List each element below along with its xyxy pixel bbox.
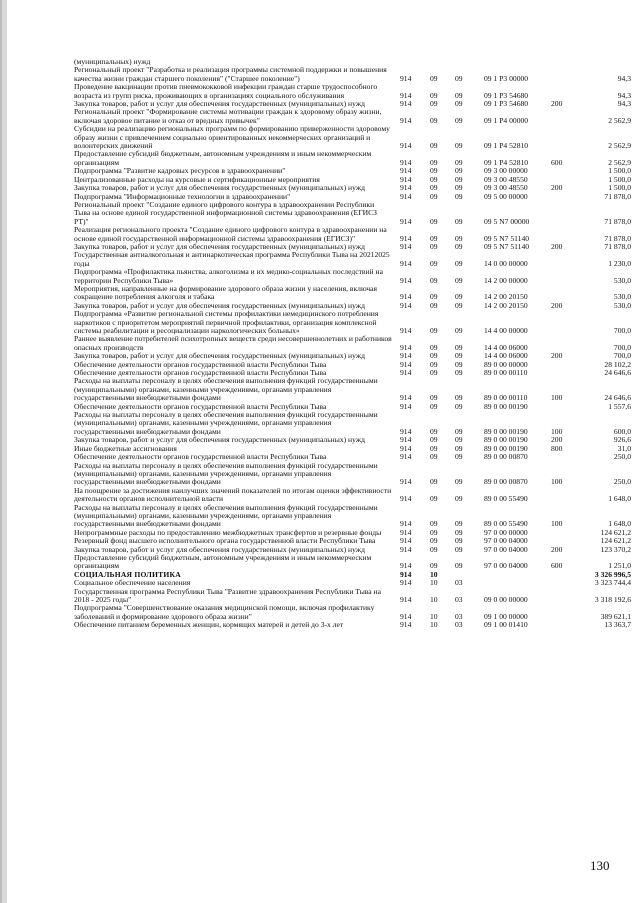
subsection-code: 03	[455, 595, 463, 604]
target-article-code: 89 0 00 00190	[484, 435, 528, 445]
expense-type-code: 200	[551, 351, 563, 361]
expense-type-code: 200	[551, 300, 563, 310]
amount: 600,0	[613, 426, 631, 436]
section-code: 09	[430, 393, 438, 403]
amount: 94,3	[617, 73, 631, 83]
ministry-code: 914	[400, 595, 412, 604]
target-article-code: 89 0 00 00110	[484, 368, 528, 378]
section-code: 09	[430, 166, 438, 176]
section-code: 10	[430, 620, 438, 630]
row-name: Расходы на выплаты персоналу в целях обеспечения выполнения функций государственными (муниципальными) органами, казенными учреждениями, органами управления государственными внебюджетными фондами	[74, 460, 378, 487]
subsection-code: 09	[455, 561, 463, 571]
table-row	[74, 268, 634, 285]
section-code: 09	[430, 115, 438, 125]
amount: 1 648,0	[608, 494, 631, 504]
section-code: 09	[430, 90, 438, 100]
ministry-code: 914	[400, 620, 412, 630]
subsection-code: 09	[455, 326, 463, 335]
section-code: 09	[430, 401, 438, 411]
target-article-code: 09 1 P3 00000	[484, 73, 529, 83]
target-article-code: 09 1 P4 00000	[484, 115, 529, 125]
ministry-code: 914	[400, 99, 412, 109]
row-name: Субсидии на реализацию региональных программ по формированию приверженности здоровому образу жизни с привлечением социально ориентированных некоммерческих организаций и волонтерских движений	[74, 124, 390, 151]
section-code: 09	[430, 435, 438, 445]
ministry-code: 914	[400, 300, 412, 310]
target-article-code: 09 1 P3 54680	[484, 90, 529, 100]
target-article-code: 14 2 00 00000	[484, 275, 528, 285]
row-name: Обеспечение деятельности органов государственной власти Республики Тыва	[74, 452, 327, 462]
target-article-code: 14 2 00 20150	[484, 300, 528, 310]
table-row	[74, 377, 634, 402]
amount: 2 562,9	[608, 115, 631, 125]
row-name: Резервный фонд высшего исполнительного органа государственной власти Республики Тыва	[74, 536, 376, 546]
table-row	[74, 150, 634, 167]
subsection-code: 09	[455, 443, 463, 453]
ministry-code: 914	[400, 435, 412, 445]
amount: 28 102,2	[604, 359, 631, 369]
ministry-code: 914	[400, 326, 412, 335]
subsection-code: 09	[455, 300, 463, 310]
target-article-code: 09 3 00 48550	[484, 174, 528, 184]
target-article-code: 14 4 00 00000	[484, 326, 528, 335]
target-article-code: 09 1 00 01410	[484, 620, 528, 630]
target-article-code: 09 5 N7 00000	[484, 216, 530, 226]
amount: 1 648,0	[608, 519, 631, 529]
table-row	[74, 201, 634, 226]
section-code: 09	[430, 216, 438, 226]
ministry-code: 914	[400, 578, 412, 588]
amount: 94,3	[617, 99, 631, 109]
subsection-code: 09	[455, 258, 463, 268]
expense-type-code: 200	[551, 183, 563, 193]
table-row	[74, 83, 634, 100]
ministry-code: 914	[400, 233, 412, 243]
amount: 24 646,6	[604, 368, 631, 378]
row-name: Подпрограмма «Профилактика пьянства, алкоголизма и их медико-социальных последствий на территории Республики Тыва»	[74, 267, 383, 285]
subsection-code: 09	[455, 191, 463, 201]
subsection-code: 09	[455, 275, 463, 285]
expense-type-code: 600	[551, 561, 563, 571]
section-code: 09	[430, 174, 438, 184]
ministry-code: 914	[400, 351, 412, 361]
table-row	[74, 226, 634, 243]
ministry-code: 914	[400, 216, 412, 226]
subsection-code: 09	[455, 426, 463, 436]
section-code: 09	[430, 519, 438, 529]
expense-type-code: 100	[551, 426, 563, 436]
row-codes	[74, 621, 634, 629]
ministry-code: 914	[400, 191, 412, 201]
ministry-code: 914	[400, 141, 412, 151]
section-code: 09	[430, 233, 438, 243]
row-name: Закупка товаров, работ и услуг для обеспечения государственных (муниципальных) нужд	[74, 99, 365, 109]
section-code: 09	[430, 157, 438, 167]
target-article-code: 97 0 00 04000	[484, 544, 528, 554]
amount: 1 230,0	[608, 258, 631, 268]
target-article-code: 97 0 00 00000	[484, 527, 528, 537]
section-code: 09	[430, 443, 438, 453]
target-article-code: 09 1 P4 52810	[484, 157, 529, 167]
amount: 926,6	[613, 435, 631, 445]
target-article-code: 89 0 00 00870	[484, 452, 528, 462]
target-article-code: 89 0 00 00190	[484, 426, 528, 436]
subsection-code: 09	[455, 99, 463, 109]
ministry-code: 914	[400, 477, 412, 487]
target-article-code: 89 0 00 55490	[484, 494, 528, 504]
amount: 31,0	[617, 443, 631, 453]
amount: 1 500,0	[608, 174, 631, 184]
row-name: Региональный проект "Создание единого цифрового контура в здравоохранении Республики Тыва на основе единой государственной информационной системы здравоохранения (ЕГИСЗ РТ)"	[74, 199, 377, 226]
section-code: 09	[430, 561, 438, 571]
amount: 13 363,7	[604, 620, 631, 630]
amount: 530,0	[613, 300, 631, 310]
amount: 1 500,0	[608, 166, 631, 176]
row-name: Закупка товаров, работ и услуг для обеспечения государственных (муниципальных) нужд	[74, 241, 365, 251]
section-code: 09	[430, 183, 438, 193]
amount: 250,0	[613, 452, 631, 462]
subsection-code: 09	[455, 359, 463, 369]
target-article-code: 09 3 00 00000	[484, 166, 528, 176]
ministry-code: 914	[400, 292, 412, 302]
amount: 71 878,0	[604, 216, 631, 226]
row-name: Социальное обеспечение населения	[74, 578, 191, 588]
table-row	[74, 310, 634, 335]
row-name: Мероприятия, направленные на формирование здорового образа жизни у населения, включая сокращение потребления алкоголя и табака	[74, 283, 378, 302]
amount: 700,0	[613, 351, 631, 361]
row-name: (муниципальных) нужд	[74, 57, 151, 66]
section-code: 09	[430, 494, 438, 504]
row-name: Закупка товаров, работ и услуг для обеспечения государственных (муниципальных) нужд	[74, 300, 365, 310]
ministry-code: 914	[400, 494, 412, 504]
target-article-code: 09 1 P4 52810	[484, 141, 529, 151]
ministry-code: 914	[400, 368, 412, 378]
subsection-code: 09	[455, 292, 463, 302]
subsection-code: 09	[455, 115, 463, 125]
ministry-code: 914	[400, 561, 412, 571]
target-article-code: 14 0 00 00000	[484, 258, 528, 268]
target-article-code: 09 1 P3 54680	[484, 99, 529, 109]
target-article-code: 09 5 00 00000	[484, 191, 528, 201]
amount: 1 251,0	[608, 561, 631, 571]
ministry-code: 914	[400, 393, 412, 403]
subsection-code: 09	[455, 452, 463, 462]
table-row	[74, 588, 634, 605]
target-article-code: 09 0 00 00000	[484, 595, 528, 604]
target-article-code: 97 0 00 04000	[484, 561, 528, 571]
expense-type-code: 600	[551, 157, 563, 167]
amount: 1 557,6	[608, 401, 631, 411]
subsection-code: 03	[455, 578, 463, 588]
row-name: Раннее выявление потребителей психотропных веществ среди несовершеннолетних и работников опасных производств	[74, 334, 392, 352]
row-name: Непрограммные расходы по предоставлению межбюджетных трансфертов и резервные фонды	[74, 527, 382, 537]
subsection-code: 09	[455, 401, 463, 411]
row-name: Проведение вакцинации против пневмококковой инфекции граждан старше трудоспособного возраста из групп риска, проживающих в организациях социального обслуживания	[74, 82, 378, 100]
ministry-code: 914	[400, 183, 412, 193]
section-code: 09	[430, 73, 438, 83]
expense-type-code: 100	[551, 393, 563, 403]
section-code: 09	[430, 452, 438, 462]
table-row	[74, 66, 634, 83]
amount: 71 878,0	[604, 241, 631, 251]
table-row	[74, 504, 634, 529]
row-name: Расходы на выплаты персоналу в целях обеспечения выполнения функций государственными (муниципальными) органами, казенными учреждениями, органами управления государственными внебюджетными фондами	[74, 376, 378, 403]
amount: 2 562,9	[608, 141, 631, 151]
subsection-code: 09	[455, 166, 463, 176]
ministry-code: 914	[400, 241, 412, 251]
ministry-code: 914	[400, 73, 412, 83]
ministry-code: 914	[400, 359, 412, 369]
subsection-code: 03	[455, 620, 463, 630]
ministry-code: 914	[400, 166, 412, 176]
ministry-code: 914	[400, 174, 412, 184]
subsection-code: 09	[455, 183, 463, 193]
row-name: Предоставление субсидий бюджетным, автономным учреждениям и иным некоммерческим организациям	[74, 149, 372, 167]
subsection-code: 09	[455, 544, 463, 554]
table-row	[74, 251, 634, 268]
row-name: Обеспечение деятельности органов государственной власти Республики Тыва	[74, 359, 327, 369]
target-article-code: 89 0 00 00190	[484, 401, 528, 411]
target-article-code: 09 3 00 48550	[484, 183, 528, 193]
target-article-code: 14 2 00 20150	[484, 292, 528, 302]
amount: 700,0	[613, 326, 631, 335]
target-article-code: 89 0 00 00870	[484, 477, 528, 487]
row-name: Обеспечение питанием беременных женщин, кормящих матерей и детей до 3-х лет	[74, 620, 344, 630]
target-article-code: 89 0 00 00000	[484, 359, 528, 369]
amount: 124 621,2	[600, 527, 631, 537]
section-code: 09	[430, 544, 438, 554]
ministry-code: 914	[400, 401, 412, 411]
section-code: 09	[430, 141, 438, 151]
table-row	[74, 335, 634, 352]
row-name: Региональный проект "Разработка и реализация программы системной поддержки и повышения качества жизни граждан старшего поколения" ("Старшее поколение")	[74, 65, 387, 83]
row-name: Закупка товаров, работ и услуг для обеспечения государственных (муниципальных) нужд	[74, 435, 365, 445]
section-code: 10	[430, 578, 438, 588]
table-row	[74, 285, 634, 302]
subsection-code: 09	[455, 494, 463, 504]
section-code: 09	[430, 477, 438, 487]
section-code: 09	[430, 342, 438, 352]
ministry-code: 914	[400, 544, 412, 554]
amount: 71 878,0	[604, 191, 631, 201]
table-row	[74, 108, 634, 125]
row-name: Подпрограмма «Развитие региональной системы профилактики немедицинского потребления наркотиков с приоритетом мероприятий первичной профилактики, организация комплексной системы реабилитации и ресоциализации наркологических больных»	[74, 309, 379, 335]
subsection-code: 09	[455, 477, 463, 487]
subsection-code: 09	[455, 351, 463, 361]
ministry-code: 914	[400, 157, 412, 167]
section-code: 09	[430, 368, 438, 378]
row-name: Обеспечение деятельности органов государственной власти Республики Тыва	[74, 368, 327, 378]
ministry-code: 914	[400, 443, 412, 453]
section-code: 09	[430, 191, 438, 201]
section-code: 09	[430, 292, 438, 302]
subsection-code: 09	[455, 536, 463, 546]
amount: 3 326 996,5	[594, 569, 631, 579]
page-number: 130	[590, 858, 610, 873]
table-row	[74, 487, 634, 504]
row-name: Подпрограмма "Информационные технологии в здравоохранении"	[74, 191, 291, 201]
row-name: Централизованные расходы на курсовые и сертификационные мероприятия	[74, 174, 320, 184]
section-code: 09	[430, 527, 438, 537]
amount: 24 646,6	[604, 393, 631, 403]
section-code: 09	[430, 536, 438, 546]
subsection-code: 09	[455, 90, 463, 100]
subsection-code: 09	[455, 435, 463, 445]
amount: 2 562,9	[608, 157, 631, 167]
subsection-code: 09	[455, 73, 463, 83]
row-name: Иные бюджетные ассигнования	[74, 443, 177, 453]
expense-type-code: 100	[551, 477, 563, 487]
table-row	[74, 621, 634, 629]
target-article-code: 14 4 00 06000	[484, 351, 528, 361]
ministry-code: 914	[400, 527, 412, 537]
row-name: Расходы на выплаты персоналу в целях обеспечения выполнения функций государственными (муниципальными) органами, казенными учреждениями, органами управления государственными внебюджетными фондами	[74, 410, 378, 436]
expense-type-code: 200	[551, 241, 563, 251]
section-code: 10	[430, 595, 438, 604]
table-row	[74, 554, 634, 571]
ministry-code: 914	[400, 536, 412, 546]
expense-type-code: 200	[551, 544, 563, 554]
section-code: 09	[430, 241, 438, 251]
amount: 71 878,0	[604, 233, 631, 243]
subsection-code: 09	[455, 157, 463, 167]
row-name: Закупка товаров, работ и услуг для обеспечения государственных (муниципальных) нужд	[74, 544, 365, 554]
row-name: Реализация регионального проекта "Создание единого цифрового контура в здравоохранении на основе единой государственной информационной системы здравоохранения (ЕГИСЗ)"	[74, 225, 387, 243]
row-name: Государственная антиалкогольная и антинаркотическая программа Республики Тыва на 20212025 годы	[74, 250, 390, 268]
ministry-code: 914	[400, 275, 412, 285]
budget-table	[74, 58, 634, 630]
subsection-code: 09	[455, 174, 463, 184]
amount: 530,0	[613, 292, 631, 302]
row-name: Предоставление субсидий бюджетным, автономным учреждениям и иным некоммерческим организациям	[74, 552, 372, 571]
subsection-code: 09	[455, 141, 463, 151]
amount: 250,0	[613, 477, 631, 487]
ministry-code: 914	[400, 569, 412, 579]
expense-type-code: 200	[551, 99, 563, 109]
row-name: Закупка товаров, работ и услуг для обеспечения государственных (муниципальных) нужд	[74, 351, 365, 361]
amount: 123 370,2	[600, 544, 631, 554]
row-name: Государственная программа Республики Тыва "Развитие здравоохранения Республики Тыва на 2018 - 2025 годы"	[74, 586, 381, 604]
subsection-code: 09	[455, 216, 463, 226]
row-name: Подпрограмма "Развитие кадровых ресурсов в здравоохранении"	[74, 166, 286, 176]
section-code: 09	[430, 351, 438, 361]
ministry-code: 914	[400, 426, 412, 436]
amount: 389 621,1	[600, 611, 631, 621]
amount: 3 318 192,6	[594, 595, 631, 604]
target-article-code: 09 1 00 00000	[484, 611, 528, 621]
subsection-code: 09	[455, 393, 463, 403]
row-name: Региональный проект "Формирование системы мотивации граждан к здоровому образу жизни, включая здоровое питание и отказ от вредных привычек"	[74, 107, 382, 125]
ministry-code: 914	[400, 115, 412, 125]
ministry-code: 914	[400, 519, 412, 529]
row-name: Расходы на выплаты персоналу в целях обеспечения выполнения функций государственными (муниципальными) органами, казенными учреждениями, органами управления государственными внебюджетными фондами	[74, 502, 378, 529]
section-code: 09	[430, 326, 438, 335]
target-article-code: 97 0 00 04000	[484, 536, 528, 546]
ministry-code: 914	[400, 258, 412, 268]
expense-type-code: 800	[551, 443, 563, 453]
table-row	[74, 125, 634, 150]
target-article-code: 89 0 00 00190	[484, 443, 528, 453]
scan-edge-line	[0, 0, 2, 903]
ministry-code: 914	[400, 342, 412, 352]
amount: 3 323 744,4	[594, 578, 631, 588]
section-code: 09	[430, 359, 438, 369]
amount: 1 500,0	[608, 183, 631, 193]
expense-type-code: 200	[551, 435, 563, 445]
target-article-code: 89 0 00 55490	[484, 519, 528, 529]
expense-type-code: 100	[551, 519, 563, 529]
ministry-code: 914	[400, 452, 412, 462]
subsection-code: 09	[455, 233, 463, 243]
row-name: Закупка товаров, работ и услуг для обеспечения государственных (муниципальных) нужд	[74, 183, 365, 193]
section-code: 09	[430, 258, 438, 268]
section-code: 09	[430, 99, 438, 109]
section-code: 09	[430, 426, 438, 436]
table-row	[74, 604, 634, 621]
subsection-code: 09	[455, 519, 463, 529]
table-row	[74, 411, 634, 436]
section-code: 10	[430, 569, 438, 579]
row-name: Подпрограмма "Совершенствование оказания медицинской помощи, включая профилактику заболеваний и формирование здорового образа жизни"	[74, 603, 375, 621]
target-article-code: 14 4 00 06000	[484, 342, 528, 352]
target-article-code: 09 5 N7 51140	[484, 233, 530, 243]
target-article-code: 89 0 00 00110	[484, 393, 528, 403]
amount: 530,0	[613, 275, 631, 285]
subsection-code: 09	[455, 241, 463, 251]
ministry-code: 914	[400, 90, 412, 100]
section-code: 09	[430, 300, 438, 310]
section-code: 09	[430, 275, 438, 285]
subsection-code: 09	[455, 342, 463, 352]
amount: 700,0	[613, 342, 631, 352]
ministry-code: 914	[400, 611, 412, 621]
section-code: 10	[430, 611, 438, 621]
row-name: СОЦИАЛЬНАЯ ПОЛИТИКА	[74, 569, 181, 579]
subsection-code: 03	[455, 611, 463, 621]
amount: 124 621,2	[600, 536, 631, 546]
subsection-code: 09	[455, 527, 463, 537]
amount: 94,3	[617, 90, 631, 100]
table-row	[74, 462, 634, 487]
target-article-code: 09 5 N7 51140	[484, 241, 530, 251]
row-name: На поощрение за достижения наилучших значений показателей по итогам оценки эффективности деятельности органов исполнительной власти	[74, 485, 392, 504]
subsection-code: 09	[455, 368, 463, 378]
row-name: Обеспечение деятельности органов государственной власти Республики Тыва	[74, 401, 327, 411]
